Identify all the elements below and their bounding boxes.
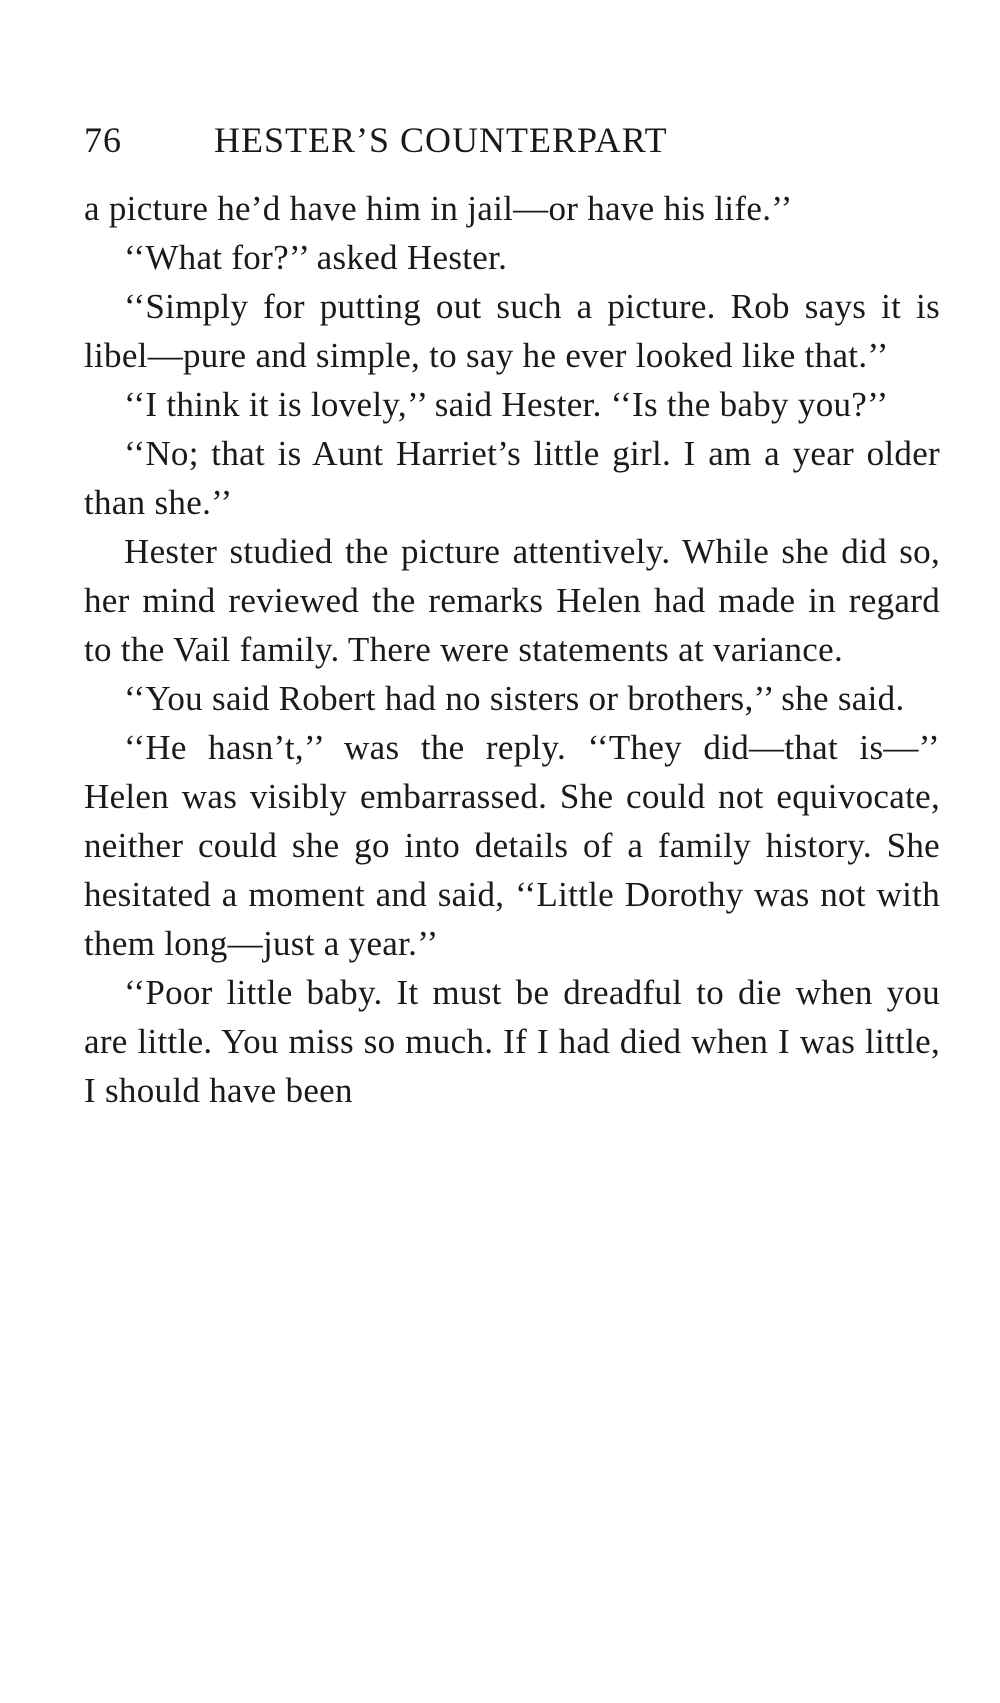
paragraph: ‘‘He hasn’t,’’ was the reply. ‘‘They did—that is—’’ Helen was visibly embarrassed. She could not equivocate, neither could she go into details of a family history. She hesitated a moment and said, ‘‘Little Dorothy was not with them long—just a year.’’ [84,728,940,963]
body-text [84,184,940,1115]
paragraph: ‘‘No; that is Aunt Harriet’s little girl. I am a year older than she.’’ [84,434,940,522]
paragraph: ‘‘I think it is lovely,’’ said Hester. ‘‘Is the baby you?’’ [124,385,889,424]
page-number: 76 [84,120,122,160]
paragraph: ‘‘Poor little baby. It must be dreadful to die when you are little. You miss so much. If I had died when I was little, I should have been [84,973,940,1110]
paragraph: Hester studied the picture attentively. While she did so, her mind reviewed the remarks Helen had made in regard to the Vail family. There were statements at variance. [84,532,940,669]
paragraph-continued: a picture he’d have him in jail—or have his life.’’ [84,189,793,228]
page-header [84,118,904,162]
paragraph: ‘‘Simply for putting out such a picture. Rob says it is libel—pure and simple, to say he ever looked like that.’’ [84,287,940,375]
paragraph: ‘‘You said Robert had no sisters or brothers,’’ she said. [124,679,905,718]
running-title: HESTER’S COUNTERPART [214,120,668,160]
paragraph: ‘‘What for?’’ asked Hester. [124,238,508,277]
